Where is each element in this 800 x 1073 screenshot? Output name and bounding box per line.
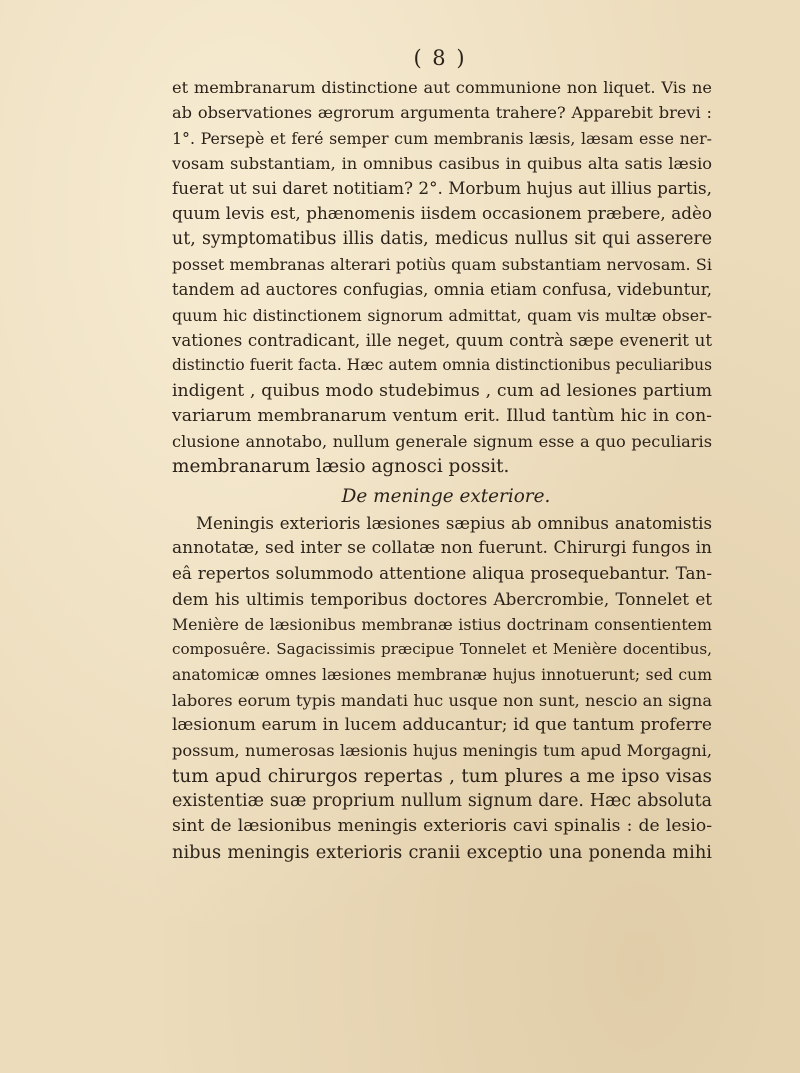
text-line: fuerat ut sui daret notitiam? 2°. Morbum hujus aut illius partis, — [172, 178, 712, 199]
text-line: vosam substantiam, in omnibus casibus in quibus alta satis læsio — [172, 153, 712, 173]
text-line: existentiæ suæ proprium nullum signum dare. Hæc absoluta — [172, 791, 712, 812]
text-line: tandem ad auctores confugias, omnia etiam confusa, videbuntur, — [172, 280, 712, 300]
paragraph-2 — [172, 511, 712, 865]
text-line: ab observationes ægrorum argumenta trahere? Apparebit brevi : — [172, 103, 712, 123]
text-line: composuêre. Sagacissimis præcipue Tonnelet et Menière docentibus, — [172, 640, 712, 659]
text-line: et membranarum distinctione aut communione non liquet. Vis ne — [172, 78, 712, 97]
text-line: læsionum earum in lucem adducantur; id que tantum proferre — [172, 715, 712, 736]
text-line: posset membranas alterari potiùs quam substantiam nervosam. Si — [172, 255, 712, 275]
text-line: possum, numerosas læsionis hujus meningis tum apud Morgagni, — [172, 741, 712, 761]
text-line: Menière de læsionibus membranæ istius doctrinam consentientem — [172, 614, 712, 634]
text-line: dem his ultimis temporibus doctores Abercrombie, Tonnelet et — [172, 588, 712, 609]
text-line: Meningis exterioris læsiones sæpius ab omnibus anatomistis — [196, 513, 712, 533]
text-line: quum levis est, phænomenis iisdem occasionem præbere, adèo — [172, 203, 712, 224]
text-line: membranarum læsio agnosci possit. — [172, 456, 510, 478]
text-line: quum hic distinctionem signorum admittat, quam vis multæ obser- — [172, 305, 712, 325]
text-line: sint de læsionibus meningis exterioris cavi spinalis : de lesio- — [172, 816, 712, 837]
text-line: 1°. Persepè et feré semper cum membranis læsis, læsam esse ner- — [172, 128, 712, 148]
text-line: variarum membranarum ventum erit. Illud tantùm hic in con- — [172, 405, 712, 426]
paragraph-1 — [172, 75, 712, 480]
text-line: nibus meningis exterioris cranii exceptio una ponenda mihi — [172, 841, 712, 863]
text-line: clusione annotabo, nullum generale signum esse a quo peculiaris — [172, 432, 712, 452]
text-line: anatomicæ omnes læsiones membranæ hujus innotuerunt; sed cum — [172, 665, 712, 684]
text-line: eâ repertos solummodo attentione aliqua prosequebantur. Tan- — [172, 563, 712, 584]
page-number: ( 8 ) — [413, 46, 467, 70]
text-block — [172, 75, 712, 865]
text-line: distinctio fuerit facta. Hæc autem omnia distinctionibus peculiaribus — [172, 356, 712, 375]
text-line: tum apud chirurgos repertas , tum plures a me ipso visas — [172, 765, 712, 787]
text-line: vationes contradicant, ille neget, quum contrà sæpe evenerit ut — [172, 330, 712, 350]
section-heading: De meninge exteriore. — [341, 485, 551, 507]
text-line: labores eorum typis mandati huc usque non sunt, nescio an signa — [172, 690, 712, 710]
text-line: ut, symptomatibus illis datis, medicus nullus sit qui asserere — [172, 228, 712, 249]
text-line: annotatæ, sed inter se collatæ non fuerunt. Chirurgi fungos in — [172, 538, 712, 559]
text-line: indigent , quibus modo studebimus , cum ad lesiones partium — [172, 380, 712, 401]
